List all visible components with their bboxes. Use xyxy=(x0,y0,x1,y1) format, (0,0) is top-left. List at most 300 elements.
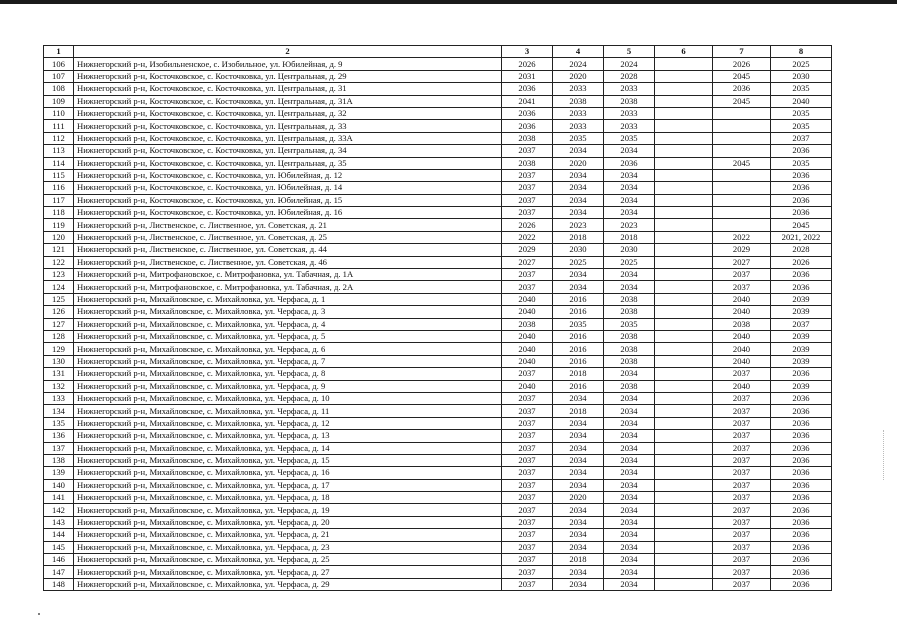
year-cell: 2025 xyxy=(604,256,655,268)
year-cell: 2034 xyxy=(604,392,655,404)
scan-edge-mark xyxy=(883,430,885,480)
address-cell: Нижнегорский р-н, Михайловское, с. Михайловка, ул. Черфаса, д. 17 xyxy=(74,479,502,491)
year-cell: 2034 xyxy=(604,281,655,293)
address-cell: Нижнегорский р-н, Михайловское, с. Михайловка, ул. Черфаса, д. 10 xyxy=(74,392,502,404)
year-cell: 2034 xyxy=(553,467,604,479)
year-cell xyxy=(655,83,713,95)
table-row xyxy=(44,368,832,380)
year-cell: 2036 xyxy=(502,83,553,95)
year-cell: 2037 xyxy=(502,182,553,194)
year-cell: 2035 xyxy=(771,83,832,95)
year-cell: 2033 xyxy=(553,83,604,95)
year-cell: 2036 xyxy=(771,207,832,219)
year-cell: 2040 xyxy=(713,306,771,318)
year-cell: 2037 xyxy=(502,145,553,157)
table-row xyxy=(44,355,832,367)
row-number-cell: 118 xyxy=(44,207,74,219)
address-cell: Нижнегорский р-н, Косточковское, с. Косточковка, ул. Центральная, д. 31 xyxy=(74,83,502,95)
year-cell: 2020 xyxy=(553,70,604,82)
table-row xyxy=(44,492,832,504)
year-cell: 2034 xyxy=(604,541,655,553)
year-cell: 2018 xyxy=(604,231,655,243)
row-number-cell: 108 xyxy=(44,83,74,95)
year-cell: 2034 xyxy=(604,492,655,504)
row-number-cell: 148 xyxy=(44,578,74,590)
header-cell: 1 xyxy=(44,46,74,58)
year-cell: 2038 xyxy=(713,318,771,330)
table-row xyxy=(44,169,832,181)
year-cell: 2016 xyxy=(553,355,604,367)
table-row xyxy=(44,380,832,392)
row-number-cell: 136 xyxy=(44,430,74,442)
year-cell xyxy=(713,194,771,206)
year-cell: 2016 xyxy=(553,343,604,355)
table-row xyxy=(44,318,832,330)
year-cell: 2035 xyxy=(604,318,655,330)
year-cell: 2037 xyxy=(502,417,553,429)
row-number-cell: 144 xyxy=(44,529,74,541)
year-cell: 2040 xyxy=(502,355,553,367)
year-cell: 2040 xyxy=(771,95,832,107)
table-row xyxy=(44,405,832,417)
header-row xyxy=(44,46,832,58)
row-number-cell: 121 xyxy=(44,244,74,256)
year-cell: 2037 xyxy=(502,281,553,293)
year-cell xyxy=(655,318,713,330)
address-cell: Нижнегорский р-н, Михайловское, с. Михайловка, ул. Черфаса, д. 4 xyxy=(74,318,502,330)
year-cell: 2040 xyxy=(502,293,553,305)
year-cell: 2040 xyxy=(713,293,771,305)
year-cell: 2037 xyxy=(713,405,771,417)
year-cell: 2022 xyxy=(713,231,771,243)
year-cell: 2034 xyxy=(553,529,604,541)
year-cell: 2018 xyxy=(553,554,604,566)
year-cell: 2037 xyxy=(771,318,832,330)
address-cell: Нижнегорский р-н, Митрофановское, с. Митрофановка, ул. Табачная, д. 1А xyxy=(74,269,502,281)
year-cell: 2034 xyxy=(604,368,655,380)
year-cell: 2034 xyxy=(553,392,604,404)
year-cell xyxy=(655,529,713,541)
table-row xyxy=(44,194,832,206)
year-cell xyxy=(655,231,713,243)
year-cell: 2034 xyxy=(553,207,604,219)
row-number-cell: 119 xyxy=(44,219,74,231)
year-cell: 2034 xyxy=(604,578,655,590)
header-cell: 7 xyxy=(713,46,771,58)
year-cell xyxy=(713,132,771,144)
year-cell: 2037 xyxy=(502,442,553,454)
year-cell: 2045 xyxy=(771,219,832,231)
address-cell: Нижнегорский р-н, Косточковское, с. Косточковка, ул. Центральная, д. 33А xyxy=(74,132,502,144)
year-cell: 2037 xyxy=(502,368,553,380)
year-cell: 2035 xyxy=(553,318,604,330)
table-row xyxy=(44,330,832,342)
table-row xyxy=(44,293,832,305)
row-number-cell: 110 xyxy=(44,107,74,119)
year-cell: 2034 xyxy=(604,169,655,181)
address-cell: Нижнегорский р-н, Косточковское, с. Косточковка, ул. Центральная, д. 29 xyxy=(74,70,502,82)
year-cell: 2038 xyxy=(502,132,553,144)
address-cell: Нижнегорский р-н, Косточковское, с. Косточковка, ул. Юбилейная, д. 15 xyxy=(74,194,502,206)
year-cell xyxy=(655,182,713,194)
address-cell: Нижнегорский р-н, Михайловское, с. Михайловка, ул. Черфаса, д. 29 xyxy=(74,578,502,590)
year-cell: 2028 xyxy=(771,244,832,256)
year-cell: 2040 xyxy=(502,380,553,392)
table-row xyxy=(44,504,832,516)
table-row xyxy=(44,207,832,219)
year-cell: 2026 xyxy=(713,58,771,70)
row-number-cell: 125 xyxy=(44,293,74,305)
address-cell: Нижнегорский р-н, Михайловское, с. Михайловка, ул. Черфаса, д. 23 xyxy=(74,541,502,553)
year-cell: 2040 xyxy=(713,343,771,355)
year-cell: 2037 xyxy=(502,504,553,516)
address-cell: Нижнегорский р-н, Михайловское, с. Михайловка, ул. Черфаса, д. 11 xyxy=(74,405,502,417)
year-cell xyxy=(655,554,713,566)
year-cell: 2034 xyxy=(553,145,604,157)
year-cell: 2033 xyxy=(553,120,604,132)
year-cell: 2034 xyxy=(604,269,655,281)
year-cell: 2037 xyxy=(713,454,771,466)
table-row xyxy=(44,58,832,70)
year-cell: 2034 xyxy=(604,516,655,528)
year-cell: 2037 xyxy=(713,554,771,566)
year-cell: 2026 xyxy=(502,219,553,231)
year-cell: 2034 xyxy=(553,516,604,528)
year-cell: 2034 xyxy=(604,405,655,417)
table-row xyxy=(44,541,832,553)
year-cell: 2020 xyxy=(553,157,604,169)
year-cell xyxy=(655,454,713,466)
address-cell: Нижнегорский р-н, Косточковское, с. Косточковка, ул. Юбилейная, д. 12 xyxy=(74,169,502,181)
address-cell: Нижнегорский р-н, Косточковское, с. Косточковка, ул. Юбилейная, д. 16 xyxy=(74,207,502,219)
row-number-cell: 139 xyxy=(44,467,74,479)
year-cell: 2026 xyxy=(502,58,553,70)
year-cell: 2034 xyxy=(604,529,655,541)
header-cell: 8 xyxy=(771,46,832,58)
year-cell xyxy=(713,107,771,119)
year-cell: 2037 xyxy=(502,269,553,281)
year-cell xyxy=(713,182,771,194)
year-cell xyxy=(655,207,713,219)
year-cell: 2034 xyxy=(604,554,655,566)
year-cell: 2036 xyxy=(771,554,832,566)
year-cell: 2030 xyxy=(604,244,655,256)
table-row xyxy=(44,256,832,268)
row-number-cell: 123 xyxy=(44,269,74,281)
address-cell: Нижнегорский р-н, Михайловское, с. Михайловка, ул. Черфаса, д. 12 xyxy=(74,417,502,429)
year-cell: 2037 xyxy=(502,467,553,479)
year-cell: 2039 xyxy=(771,355,832,367)
row-number-cell: 141 xyxy=(44,492,74,504)
year-cell: 2027 xyxy=(713,256,771,268)
year-cell xyxy=(655,578,713,590)
year-cell: 2037 xyxy=(713,492,771,504)
year-cell: 2037 xyxy=(713,566,771,578)
year-cell: 2033 xyxy=(553,107,604,119)
year-cell xyxy=(655,306,713,318)
year-cell: 2036 xyxy=(771,145,832,157)
year-cell: 2037 xyxy=(502,194,553,206)
year-cell xyxy=(655,541,713,553)
row-number-cell: 137 xyxy=(44,442,74,454)
year-cell: 2034 xyxy=(553,281,604,293)
address-cell: Нижнегорский р-н, Косточковское, с. Косточковка, ул. Центральная, д. 32 xyxy=(74,107,502,119)
year-cell: 2039 xyxy=(771,380,832,392)
year-cell: 2036 xyxy=(771,454,832,466)
year-cell xyxy=(655,194,713,206)
year-cell: 2037 xyxy=(713,392,771,404)
year-cell: 2034 xyxy=(604,467,655,479)
year-cell xyxy=(655,430,713,442)
row-number-cell: 106 xyxy=(44,58,74,70)
year-cell: 2036 xyxy=(771,430,832,442)
year-cell: 2023 xyxy=(604,219,655,231)
year-cell: 2036 xyxy=(502,120,553,132)
year-cell xyxy=(655,244,713,256)
year-cell: 2025 xyxy=(553,256,604,268)
year-cell: 2033 xyxy=(604,107,655,119)
year-cell: 2034 xyxy=(553,504,604,516)
year-cell: 2036 xyxy=(771,541,832,553)
address-cell: Нижнегорский р-н, Михайловское, с. Михайловка, ул. Черфаса, д. 18 xyxy=(74,492,502,504)
address-cell: Нижнегорский р-н, Косточковское, с. Косточковка, ул. Центральная, д. 33 xyxy=(74,120,502,132)
row-number-cell: 140 xyxy=(44,479,74,491)
row-number-cell: 132 xyxy=(44,380,74,392)
address-cell: Нижнегорский р-н, Косточковское, с. Косточковка, ул. Центральная, д. 35 xyxy=(74,157,502,169)
address-cell: Нижнегорский р-н, Михайловское, с. Михайловка, ул. Черфаса, д. 21 xyxy=(74,529,502,541)
year-cell: 2022 xyxy=(502,231,553,243)
address-cell: Нижнегорский р-н, Михайловское, с. Михайловка, ул. Черфаса, д. 5 xyxy=(74,330,502,342)
row-number-cell: 126 xyxy=(44,306,74,318)
year-cell: 2039 xyxy=(771,343,832,355)
year-cell xyxy=(655,392,713,404)
table-row xyxy=(44,120,832,132)
address-cell: Нижнегорский р-н, Михайловское, с. Михайловка, ул. Черфаса, д. 1 xyxy=(74,293,502,305)
row-number-cell: 130 xyxy=(44,355,74,367)
address-cell: Нижнегорский р-н, Изобильненское, с. Изобильное, ул. Юбилейная, д. 9 xyxy=(74,58,502,70)
year-cell: 2036 xyxy=(771,504,832,516)
table-row xyxy=(44,578,832,590)
year-cell: 2037 xyxy=(502,207,553,219)
year-cell: 2038 xyxy=(604,343,655,355)
year-cell: 2034 xyxy=(604,417,655,429)
header-cell: 5 xyxy=(604,46,655,58)
data-table xyxy=(43,45,832,591)
row-number-cell: 128 xyxy=(44,330,74,342)
year-cell: 2037 xyxy=(713,529,771,541)
address-cell: Нижнегорский р-н, Лиственское, с. Лиственное, ул. Советская, д. 46 xyxy=(74,256,502,268)
year-cell xyxy=(655,442,713,454)
table-row xyxy=(44,281,832,293)
year-cell xyxy=(655,417,713,429)
year-cell: 2045 xyxy=(713,70,771,82)
year-cell: 2038 xyxy=(553,95,604,107)
table-row xyxy=(44,417,832,429)
year-cell: 2037 xyxy=(502,541,553,553)
year-cell: 2034 xyxy=(604,182,655,194)
year-cell xyxy=(713,219,771,231)
address-cell: Нижнегорский р-н, Михайловское, с. Михайловка, ул. Черфаса, д. 3 xyxy=(74,306,502,318)
year-cell xyxy=(655,293,713,305)
table-row xyxy=(44,95,832,107)
year-cell: 2034 xyxy=(604,442,655,454)
table-row xyxy=(44,132,832,144)
year-cell xyxy=(713,120,771,132)
address-cell: Нижнегорский р-н, Михайловское, с. Михайловка, ул. Черфаса, д. 27 xyxy=(74,566,502,578)
year-cell: 2036 xyxy=(771,281,832,293)
year-cell: 2034 xyxy=(553,417,604,429)
year-cell: 2037 xyxy=(713,504,771,516)
year-cell xyxy=(655,355,713,367)
year-cell: 2037 xyxy=(713,467,771,479)
row-number-cell: 122 xyxy=(44,256,74,268)
year-cell: 2024 xyxy=(604,58,655,70)
row-number-cell: 142 xyxy=(44,504,74,516)
year-cell xyxy=(655,380,713,392)
year-cell: 2040 xyxy=(502,330,553,342)
year-cell: 2037 xyxy=(502,405,553,417)
table-row xyxy=(44,392,832,404)
row-number-cell: 116 xyxy=(44,182,74,194)
year-cell: 2016 xyxy=(553,330,604,342)
year-cell: 2037 xyxy=(502,516,553,528)
year-cell: 2034 xyxy=(604,207,655,219)
year-cell xyxy=(655,269,713,281)
table-row xyxy=(44,566,832,578)
year-cell: 2034 xyxy=(553,566,604,578)
year-cell: 2037 xyxy=(502,578,553,590)
year-cell: 2037 xyxy=(713,368,771,380)
year-cell: 2037 xyxy=(502,430,553,442)
year-cell: 2023 xyxy=(553,219,604,231)
year-cell: 2034 xyxy=(553,442,604,454)
year-cell: 2029 xyxy=(502,244,553,256)
year-cell: 2034 xyxy=(604,145,655,157)
year-cell xyxy=(655,343,713,355)
year-cell: 2038 xyxy=(604,380,655,392)
year-cell: 2038 xyxy=(604,355,655,367)
year-cell: 2030 xyxy=(553,244,604,256)
address-cell: Нижнегорский р-н, Лиственское, с. Лиственное, ул. Советская, д. 25 xyxy=(74,231,502,243)
year-cell: 2037 xyxy=(502,169,553,181)
year-cell: 2037 xyxy=(713,516,771,528)
year-cell xyxy=(655,107,713,119)
address-cell: Нижнегорский р-н, Лиственское, с. Лиственное, ул. Советская, д. 21 xyxy=(74,219,502,231)
year-cell: 2040 xyxy=(502,306,553,318)
address-cell: Нижнегорский р-н, Михайловское, с. Михайловка, ул. Черфаса, д. 6 xyxy=(74,343,502,355)
table-row xyxy=(44,219,832,231)
address-cell: Нижнегорский р-н, Михайловское, с. Михайловка, ул. Черфаса, д. 13 xyxy=(74,430,502,442)
header-cell: 2 xyxy=(74,46,502,58)
year-cell: 2036 xyxy=(771,442,832,454)
year-cell: 2020 xyxy=(553,492,604,504)
year-cell: 2038 xyxy=(502,157,553,169)
address-cell: Нижнегорский р-н, Михайловское, с. Михайловка, ул. Черфаса, д. 19 xyxy=(74,504,502,516)
scan-speck xyxy=(38,613,40,615)
table-row xyxy=(44,430,832,442)
year-cell: 2041 xyxy=(502,95,553,107)
table-row xyxy=(44,157,832,169)
year-cell: 2026 xyxy=(771,256,832,268)
year-cell: 2018 xyxy=(553,231,604,243)
table-row xyxy=(44,343,832,355)
year-cell xyxy=(655,58,713,70)
year-cell: 2036 xyxy=(771,529,832,541)
table-row xyxy=(44,70,832,82)
year-cell: 2037 xyxy=(771,132,832,144)
year-cell xyxy=(655,169,713,181)
table-row xyxy=(44,244,832,256)
year-cell: 2034 xyxy=(553,182,604,194)
table-body xyxy=(44,58,832,591)
year-cell: 2024 xyxy=(553,58,604,70)
address-cell: Нижнегорский р-н, Михайловское, с. Михайловка, ул. Черфаса, д. 14 xyxy=(74,442,502,454)
row-number-cell: 138 xyxy=(44,454,74,466)
year-cell: 2037 xyxy=(502,554,553,566)
year-cell: 2029 xyxy=(713,244,771,256)
year-cell: 2038 xyxy=(604,306,655,318)
row-number-cell: 111 xyxy=(44,120,74,132)
year-cell: 2036 xyxy=(771,566,832,578)
header-cell: 6 xyxy=(655,46,713,58)
address-cell: Нижнегорский р-н, Михайловское, с. Михайловка, ул. Черфаса, д. 8 xyxy=(74,368,502,380)
year-cell: 2036 xyxy=(771,467,832,479)
row-number-cell: 143 xyxy=(44,516,74,528)
year-cell: 2025 xyxy=(771,58,832,70)
year-cell: 2033 xyxy=(604,83,655,95)
year-cell: 2037 xyxy=(502,566,553,578)
year-cell: 2035 xyxy=(553,132,604,144)
address-cell: Нижнегорский р-н, Косточковское, с. Косточковка, ул. Юбилейная, д. 14 xyxy=(74,182,502,194)
row-number-cell: 131 xyxy=(44,368,74,380)
year-cell: 2037 xyxy=(713,541,771,553)
table-row xyxy=(44,442,832,454)
address-cell: Нижнегорский р-н, Михайловское, с. Михайловка, ул. Черфаса, д. 15 xyxy=(74,454,502,466)
year-cell xyxy=(655,157,713,169)
year-cell: 2030 xyxy=(771,70,832,82)
year-cell: 2036 xyxy=(771,578,832,590)
year-cell: 2037 xyxy=(502,479,553,491)
year-cell: 2036 xyxy=(771,417,832,429)
year-cell xyxy=(655,145,713,157)
row-number-cell: 115 xyxy=(44,169,74,181)
row-number-cell: 135 xyxy=(44,417,74,429)
address-cell: Нижнегорский р-н, Михайловское, с. Михайловка, ул. Черфаса, д. 16 xyxy=(74,467,502,479)
year-cell: 2028 xyxy=(604,70,655,82)
year-cell: 2037 xyxy=(502,454,553,466)
year-cell: 2036 xyxy=(713,83,771,95)
year-cell: 2034 xyxy=(553,194,604,206)
row-number-cell: 117 xyxy=(44,194,74,206)
table-row xyxy=(44,554,832,566)
year-cell: 2037 xyxy=(502,392,553,404)
row-number-cell: 134 xyxy=(44,405,74,417)
year-cell: 2039 xyxy=(771,293,832,305)
year-cell xyxy=(713,169,771,181)
year-cell: 2037 xyxy=(713,281,771,293)
row-number-cell: 127 xyxy=(44,318,74,330)
address-cell: Нижнегорский р-н, Михайловское, с. Михайловка, ул. Черфаса, д. 25 xyxy=(74,554,502,566)
table-row xyxy=(44,529,832,541)
year-cell: 2036 xyxy=(771,182,832,194)
year-cell: 2034 xyxy=(553,454,604,466)
year-cell: 2040 xyxy=(713,380,771,392)
year-cell: 2037 xyxy=(713,430,771,442)
row-number-cell: 124 xyxy=(44,281,74,293)
table-row xyxy=(44,107,832,119)
year-cell: 2016 xyxy=(553,306,604,318)
row-number-cell: 112 xyxy=(44,132,74,144)
